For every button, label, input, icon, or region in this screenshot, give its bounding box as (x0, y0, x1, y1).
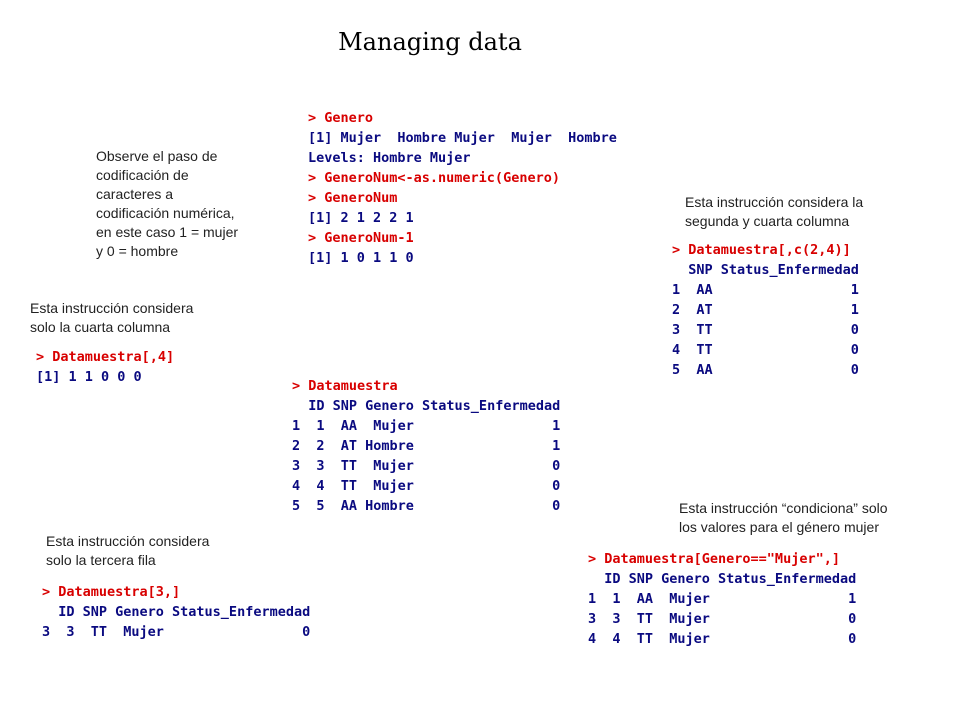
output-line: 4 TT 0 (672, 342, 859, 358)
output-line: 5 5 AA Hombre 0 (292, 498, 561, 514)
output-line: 1 1 AA Mujer 1 (292, 418, 561, 434)
output-line: 3 3 TT Mujer 0 (588, 611, 857, 627)
command-line: > GeneroNum (308, 190, 398, 206)
command-line: > Datamuestra[Genero=="Mujer",] (588, 551, 840, 567)
code-block-col-4 (36, 347, 174, 387)
output-line: 1 AA 1 (672, 282, 859, 298)
command-line: > Genero (308, 110, 374, 126)
command-line: > Datamuestra[,c(2,4)] (672, 242, 851, 258)
output-line: [1] Mujer Hombre Mujer Mujer Hombre (308, 130, 617, 146)
slide-title: Managing data (338, 28, 522, 56)
command-line: > GeneroNum-1 (308, 230, 414, 246)
command-line: > Datamuestra[3,] (42, 584, 181, 600)
code-block-datamuestra (292, 376, 560, 516)
command-line: > Datamuestra[,4] (36, 349, 175, 365)
output-line: 4 4 TT Mujer 0 (292, 478, 561, 494)
output-line: ID SNP Genero Status_Enfermedad (42, 604, 311, 620)
output-line: SNP Status_Enfermedad (672, 262, 859, 278)
output-line: 2 2 AT Hombre 1 (292, 438, 561, 454)
code-block-cols-2-4 (672, 240, 859, 380)
command-line: > GeneroNum<-as.numeric(Genero) (308, 170, 560, 186)
note-col-4: Esta instrucción considera solo la cuarta columna (30, 300, 194, 335)
code-block-genero (308, 108, 617, 268)
output-line: [1] 2 1 2 2 1 (308, 210, 414, 226)
output-line: Levels: Hombre Mujer (308, 150, 471, 166)
output-line: 2 AT 1 (672, 302, 859, 318)
output-line: [1] 1 0 1 1 0 (308, 250, 414, 266)
output-line: ID SNP Genero Status_Enfermedad (292, 398, 561, 414)
output-line: ID SNP Genero Status_Enfermedad (588, 571, 857, 587)
note-condition: Esta instrucción “condiciona” solo los valores para el género mujer (679, 500, 888, 535)
output-line: 5 AA 0 (672, 362, 859, 378)
code-block-row-3 (42, 582, 310, 642)
output-line: 3 3 TT Mujer 0 (42, 624, 311, 640)
code-block-condition (588, 549, 856, 649)
output-line: 1 1 AA Mujer 1 (588, 591, 857, 607)
output-line: 4 4 TT Mujer 0 (588, 631, 857, 647)
note-cols-2-4: Esta instrucción considera la segunda y cuarta columna (685, 194, 864, 229)
output-line: 3 TT 0 (672, 322, 859, 338)
output-line: 3 3 TT Mujer 0 (292, 458, 561, 474)
output-line: [1] 1 1 0 0 0 (36, 369, 142, 385)
note-row-3: Esta instrucción considera solo la tercera fila (46, 533, 210, 568)
command-line: > Datamuestra (292, 378, 398, 394)
note-encoding: Observe el paso de codificación de caracteres a codificación numérica, en este caso 1 = mujer y 0 = hombre (96, 148, 239, 259)
